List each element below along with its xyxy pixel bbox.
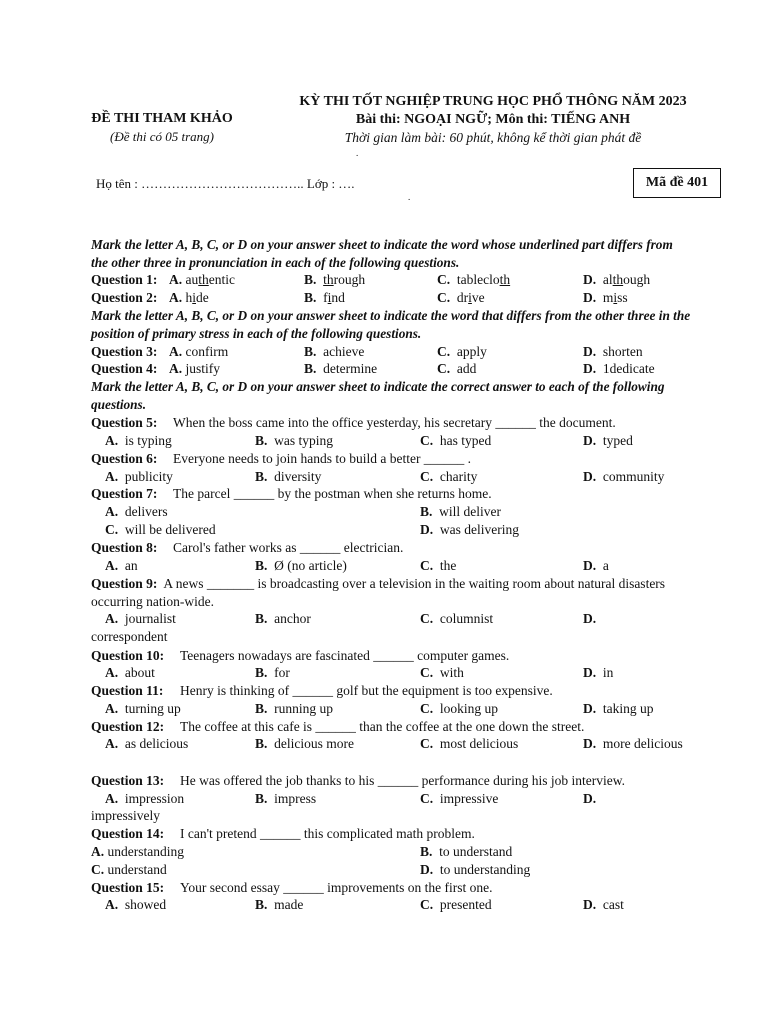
question-stem: I can't pretend ______ this complicated math problem. [180,826,475,841]
question-10-options [0,664,768,682]
option-b: B. determine [304,361,378,376]
question-label: Question 6: [91,451,158,466]
question-13-options [0,790,768,808]
question-stem: Teenagers nowadays are fascinated ______ computer games. [180,648,510,663]
option-a: A. showed [105,897,167,912]
instruction-pronunciation: Mark the letter A, B, C, or D on your answer sheet to indicate the word whose underlined part differs from the other three in pronunciation in each of the following questions. [91,237,673,270]
option-c: C. add [437,361,477,376]
question-stem: Henry is thinking of ______ golf but the equipment is too expensive. [180,683,553,698]
option-d: D. to understanding [420,862,531,877]
option-d-letter: D. [583,611,597,626]
question-13-stem [0,772,768,790]
question-label: Question 8: [91,540,158,555]
question-label: Question 7: [91,486,158,501]
option-a: A. impression [105,791,185,806]
decorative-dot: . [408,192,411,202]
question-6-options [0,468,768,486]
question-15-options [0,896,768,914]
question-11-options [0,700,768,718]
option-d: D. although [583,272,651,287]
question-12-options [0,735,768,753]
question-12-stem [0,718,768,736]
page-count-note: (Đề thi có 05 trang) [110,129,214,144]
decorative-dot: . [356,148,359,158]
option-b: B. to understand [420,844,513,859]
option-d: D. taking up [583,701,654,716]
option-a: A. as delicious [105,736,189,751]
question-label: Question 11: [91,683,164,698]
exam-time: Thời gian làm bài: 60 phút, không kể thời gian phát đề [344,130,642,145]
question-label: Question 1: [91,272,158,287]
option-c: C. the [420,558,457,573]
option-b: B. Ø (no article) [255,558,347,573]
question-9-option-d-wrap [0,628,768,646]
question-stem: Everyone needs to join hands to build a better ______ . [173,451,472,466]
option-c: C. tablecloth [437,272,511,287]
question-7-options-ab [0,503,768,521]
question-label: Question 12: [91,719,165,734]
option-b: B. for [255,665,290,680]
question-label: Question 10: [91,648,165,663]
question-14-stem [0,825,768,843]
question-stem: The parcel ______ by the postman when she returns home. [173,486,492,501]
instruction-correct: Mark the letter A, B, C, or D on your answer sheet to indicate the correct answer to each of the following questions. [91,379,665,412]
question-stem: When the boss came into the office yesterday, his secretary ______ the document. [173,415,616,430]
question-5-options [0,432,768,450]
option-d: D. typed [583,433,633,448]
option-c: C. has typed [420,433,492,448]
option-d: D. in [583,665,614,680]
option-a: A. understanding [91,844,184,859]
option-a: A. is typing [105,433,172,448]
option-a: A. journalist [105,611,176,626]
option-b: B. diversity [255,469,322,484]
option-d: D. cast [583,897,624,912]
option-b: B. delicious more [255,736,354,751]
instruction-stress: Mark the letter A, B, C, or D on your answer sheet to indicate the word that differs from the other three in the position of primary stress in each of the following questions. [91,308,691,341]
question-14-options-cd [0,861,768,879]
option-d: correspondent [91,629,168,644]
question-2 [0,289,768,307]
option-b: B. will deliver [420,504,501,519]
question-label: Question 15: [91,880,165,895]
question-8-options [0,557,768,575]
option-c: C. drive [437,290,485,305]
option-b: B. made [255,897,304,912]
question-6-stem [0,450,768,468]
question-stem: A news _______ is broadcasting over a television in the waiting room about natural disasters occurring nation-wide. [91,576,666,609]
question-stem: The coffee at this cafe is ______ than the coffee at the one down the street. [180,719,585,734]
option-c: C. apply [437,344,487,359]
option-b: B. anchor [255,611,311,626]
question-label: Question 3: [91,344,158,359]
option-b: B. impress [255,791,317,806]
option-d-letter: D. [583,791,597,806]
question-15-stem [0,879,768,897]
question-9-stem [91,575,691,611]
option-d: D. more delicious [583,736,683,751]
question-stem: Your second essay ______ improvements on the first one. [180,880,493,895]
option-c: C. understand [91,862,167,877]
option-c: C. charity [420,469,478,484]
question-label: Question 9: [91,576,158,591]
question-9-options [0,610,768,628]
question-stem: He was offered the job thanks to his ______ performance during his job interview. [180,773,626,788]
exam-title: KỲ THI TỐT NGHIỆP TRUNG HỌC PHỔ THÔNG NĂM 2023 [299,94,687,109]
question-5-stem [0,414,768,432]
question-stem: Carol's father works as ______ electrician. [173,540,404,555]
question-13-option-d-wrap [0,807,768,825]
option-d: D. miss [583,290,628,305]
option-a: A. turning up [105,701,181,716]
question-7-options-cd [0,521,768,539]
option-a: A. delivers [105,504,168,519]
header-right [270,92,716,147]
option-c: C. impressive [420,791,499,806]
option-a: A. about [105,665,155,680]
option-c: C. will be delivered [105,522,216,537]
question-11-stem [0,682,768,700]
option-d: D. 1dedicate [583,361,655,376]
option-b: B. through [304,272,366,287]
option-a: A. confirm [169,344,229,359]
option-c: C. looking up [420,701,499,716]
question-label: Question 2: [91,290,158,305]
question-14-options-ab [0,843,768,861]
question-label: Question 13: [91,773,165,788]
option-d: impressively [91,808,160,823]
option-b: B. running up [255,701,334,716]
option-c: C. most delicious [420,736,519,751]
question-1 [0,271,768,289]
exam-subject: Bài thi: NGOẠI NGỮ; Môn thi: TIẾNG ANH [355,112,631,127]
option-d: D. community [583,469,665,484]
question-3 [0,343,768,361]
option-a: A. hide [169,290,209,305]
exam-code-box: Mã đề 401 [633,168,721,198]
doc-type-title: ĐỀ THI THAM KHẢO [91,111,233,126]
option-a: A. justify [169,361,221,376]
question-label: Question 14: [91,826,165,841]
option-b: B. find [304,290,345,305]
question-4 [0,360,768,378]
option-b: B. was typing [255,433,334,448]
question-label: Question 4: [91,361,158,376]
option-d: D. was delivering [420,522,519,537]
option-b: B. achieve [304,344,365,359]
option-a: A. publicity [105,469,173,484]
header-left [60,110,264,146]
option-a: A. an [105,558,138,573]
question-7-stem [0,485,768,503]
option-c: C. presented [420,897,492,912]
student-info-line: Họ tên : ……………………………….. Lớp : …. [96,176,355,191]
option-a: A. authentic [169,272,236,287]
option-d: D. a [583,558,609,573]
question-label: Question 5: [91,415,158,430]
option-d: D. shorten [583,344,643,359]
question-10-stem [0,647,768,665]
question-8-stem [0,539,768,557]
option-c: C. columnist [420,611,494,626]
option-c: C. with [420,665,464,680]
